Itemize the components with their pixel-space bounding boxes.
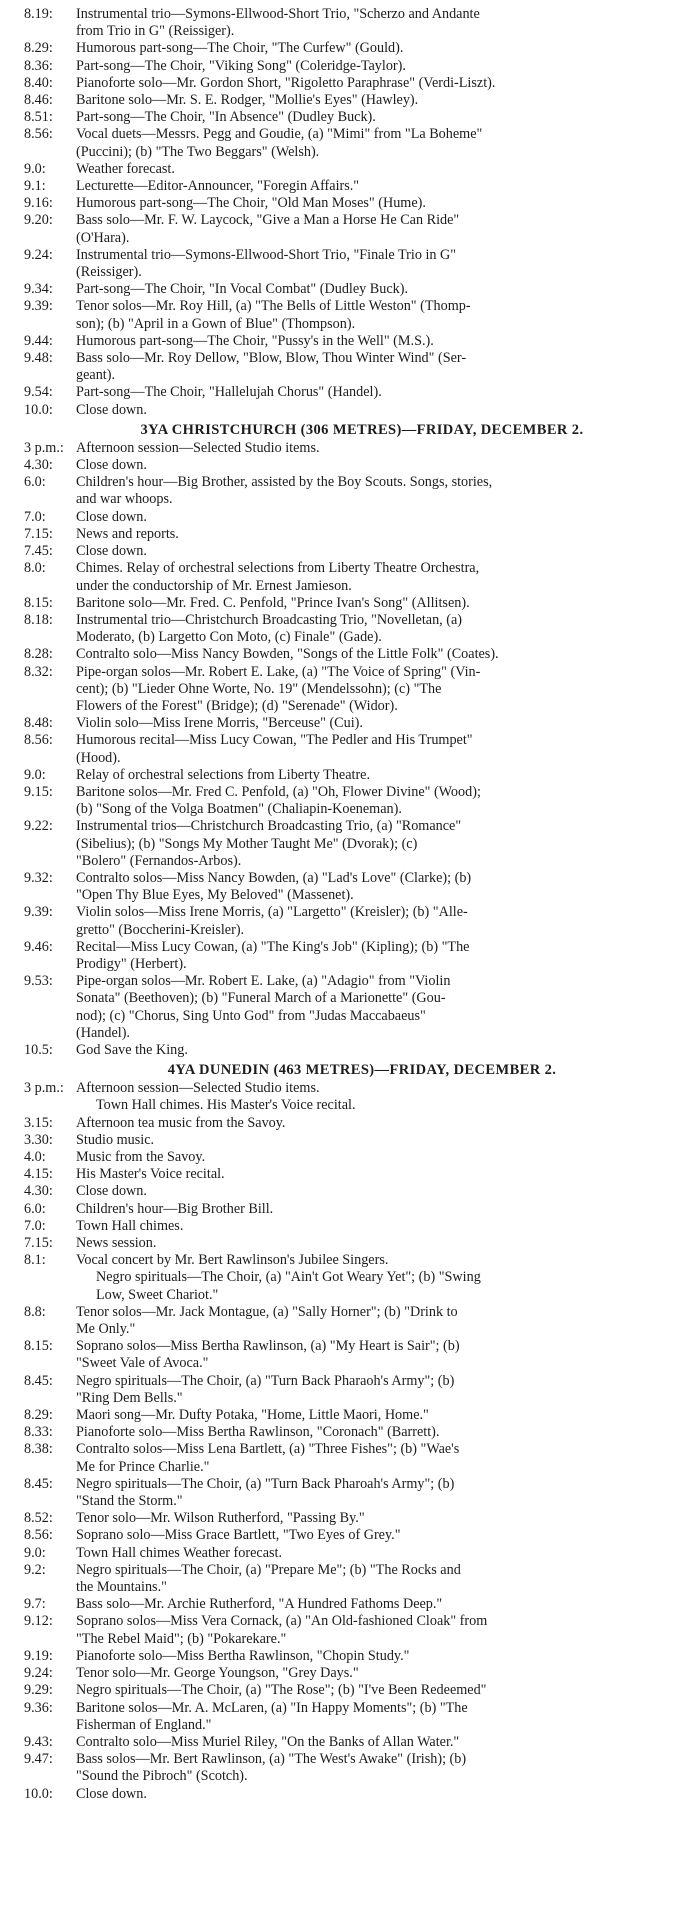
programme-time: 8.45: [24, 1372, 53, 1389]
programme-time: 9.54: [24, 384, 53, 401]
programme-time: 8.51: [24, 109, 53, 126]
programme-text: Baritone solo—Mr. S. E. Rodger, "Mollie's Eyes" (Hawley). [76, 92, 419, 109]
programme-item [24, 1338, 700, 1372]
programme-time: 9.16: [24, 195, 53, 212]
programme-item [24, 281, 700, 298]
programme-time: 10.5: [24, 1041, 53, 1058]
programme-item [24, 1166, 700, 1183]
programme-item [24, 1476, 700, 1510]
programme-text: Town Hall chimes. [76, 1217, 184, 1234]
programme-time: 8.56: [24, 126, 53, 143]
programme-time: 9.0: [24, 1544, 46, 1561]
programme-item [24, 1132, 700, 1149]
programme-item [24, 6, 700, 40]
programme-item [24, 1648, 700, 1665]
programme-text: Contralto solos—Miss Nancy Bowden, (a) "Lad's Love" (Clarke); (b) "Open Thy Blue Eyes, My Beloved" (Massenet). [76, 869, 472, 904]
programme-time: 9.0: [24, 766, 46, 783]
programme-item [24, 560, 700, 594]
programme-item [24, 402, 700, 419]
programme-item [24, 939, 700, 973]
programme-text: Music from the Savoy. [76, 1149, 206, 1165]
programme-text: Maori song—Mr. Dufty Potaka, "Home, Little Maori, Home." [76, 1407, 429, 1424]
programme-time: 9.39: [24, 904, 53, 921]
programme-time: 9.24: [24, 246, 53, 263]
programme-time: 8.1: [24, 1252, 46, 1269]
programme-text: Negro spirituals—The Choir, (a) "Turn Back Pharaoh's Army"; (b) "Ring Dem Bells." [76, 1372, 455, 1406]
programme-time: 6.0: [24, 1200, 46, 1217]
programme-text: Afternoon session—Selected Studio items. [76, 439, 320, 456]
programme-item [24, 333, 700, 350]
programme-item [24, 384, 700, 401]
programme-text: Tenor solos—Mr. Jack Montague, (a) "Sally Horner"; (b) "Drink to Me Only." [76, 1303, 458, 1338]
programme-item [24, 1751, 700, 1785]
programme-time: 7.15: [24, 1235, 53, 1252]
programme-text: Violin solo—Miss Irene Morris, "Berceuse" (Cui). [76, 715, 363, 732]
programme-text: Contralto solos—Miss Lena Bartlett, (a) "Three Fishes"; (b) "Wae's Me for Prince Charlie." [76, 1441, 460, 1475]
programme-time: 8.48: [24, 715, 53, 732]
programme-text: Children's hour—Big Brother Bill. [76, 1200, 274, 1217]
programme-text: Chimes. Relay of orchestral selections from Liberty Theatre Orchestra, under the conductorship of Mr. Ernest Jamieson. [76, 560, 480, 594]
programme-text: Contralto solo—Miss Nancy Bowden, "Songs of the Little Folk" (Coates). [76, 646, 499, 663]
programme-text: Close down. [76, 1183, 147, 1200]
programme-time: 9.48: [24, 350, 53, 367]
programme-item [24, 212, 700, 246]
programme-text: Close down. [76, 1785, 147, 1802]
programme-text: Negro spirituals—The Choir, (a) "Turn Back Pharoah's Army"; (b) "Stand the Storm." [76, 1475, 455, 1510]
programme-text: Instrumental trio—Christchurch Broadcasting Trio, "Novelletan, (a) Moderato, (b) Largetto Con Moto, (c) Finale" (Gade). [76, 611, 463, 646]
programme-text: Bass solo—Mr. Roy Dellow, "Blow, Blow, Thou Winter Wind" (Ser- geant). [76, 350, 467, 384]
programme-time: 8.40: [24, 74, 53, 91]
programme-text: Close down. [76, 401, 147, 418]
programme-time: 9.39: [24, 298, 53, 315]
programme-item [24, 1665, 700, 1682]
programme-text: Vocal concert by Mr. Bert Rawlinson's Jubilee Singers. [76, 1252, 389, 1269]
programme-time: 9.36: [24, 1699, 53, 1716]
programme-text: Weather forecast. [76, 160, 175, 177]
programme-time: 9.20: [24, 212, 53, 229]
programme-item [24, 75, 700, 92]
programme-item [24, 1218, 700, 1235]
programme-text: Tenor solo—Mr. George Youngson, "Grey Days." [76, 1665, 359, 1682]
programme-text: Negro spirituals—The Choir, (a) "The Rose"; (b) "I've Been Redeemed" [76, 1682, 487, 1699]
programme-item [24, 1201, 700, 1218]
programme-text: Town Hall chimes Weather forecast. [76, 1544, 283, 1561]
programme-time: 3 p.m.: [24, 439, 64, 456]
programme-time: 9.19: [24, 1647, 53, 1664]
programme-item [24, 526, 700, 543]
programme-text: Soprano solos—Miss Bertha Rawlinson, (a) "My Heart is Sair"; (b) "Sweet Vale of Avoca." [76, 1338, 460, 1372]
programme-item [24, 543, 700, 560]
programme-item [24, 1304, 700, 1338]
section-3ya-christchurch [24, 440, 700, 1059]
programme-time: 3.15: [24, 1114, 53, 1131]
programme-text: Close down. [76, 543, 147, 560]
programme-text: Studio music. [76, 1131, 155, 1148]
programme-text: Baritone solo—Mr. Fred. C. Penfold, "Prince Ivan's Song" (Allitsen). [76, 594, 470, 611]
programme-text: Part-song—The Choir, "In Vocal Combat" (Dudley Buck). [76, 281, 409, 298]
programme-item [24, 509, 700, 526]
section-2ya-continued [24, 6, 700, 419]
programme-item [24, 1097, 700, 1114]
programme-item [24, 247, 700, 281]
programme-text: Pianoforte solo—Mr. Gordon Short, "Rigoletto Paraphrase" (Verdi-Liszt). [76, 74, 496, 91]
programme-text: God Save the King. [76, 1041, 188, 1058]
programme-item [24, 457, 700, 474]
programme-item [24, 109, 700, 126]
programme-time: 9.46: [24, 938, 53, 955]
programme-item [24, 1786, 700, 1803]
programme-item [24, 40, 700, 57]
programme-time: 8.8: [24, 1303, 46, 1320]
programme-time: 3.30: [24, 1131, 53, 1148]
programme-time: 9.12: [24, 1613, 53, 1630]
programme-time: 7.15: [24, 525, 53, 542]
programme-time: 9.0: [24, 160, 46, 177]
programme-time: 9.1: [24, 178, 46, 195]
programme-text: Relay of orchestral selections from Liberty Theatre. [76, 766, 371, 783]
programme-item [24, 1115, 700, 1132]
programme-item [24, 646, 700, 663]
programme-text: Contralto solo—Miss Muriel Riley, "On the Banks of Allan Water." [76, 1733, 460, 1750]
programme-time: 8.52: [24, 1510, 53, 1527]
programme-item [24, 1373, 700, 1407]
programme-item [24, 1269, 700, 1303]
programme-time: 8.33: [24, 1424, 53, 1441]
programme-time: 4.15: [24, 1166, 53, 1183]
programme-time: 9.29: [24, 1682, 53, 1699]
programme-item [24, 1545, 700, 1562]
programme-item [24, 195, 700, 212]
programme-text: Violin solos—Miss Irene Morris, (a) "Largetto" (Kreisler); (b) "Alle- gretto" (Boccherini-Kreisler). [76, 904, 468, 938]
programme-text: News session. [76, 1235, 157, 1252]
programme-time: 8.29: [24, 1407, 53, 1424]
programme-item [24, 664, 700, 716]
programme-item [24, 904, 700, 938]
programme-item [24, 1613, 700, 1647]
programme-time: 9.32: [24, 869, 53, 886]
programme-item [24, 1149, 700, 1166]
programme-item [24, 1734, 700, 1751]
programme-time: 8.38: [24, 1441, 53, 1458]
programme-text: Tenor solos—Mr. Roy Hill, (a) "The Bells of Little Weston" (Thomp- son); (b) "April in a Gown of Blue" (Thompson). [76, 298, 471, 332]
programme-item [24, 1042, 700, 1059]
programme-text: Soprano solos—Miss Vera Cornack, (a) "An Old-fashioned Cloak" from "The Rebel Maid"; (b) "Pokarekare." [76, 1613, 488, 1647]
programme-item [24, 474, 700, 508]
programme-text: Pianoforte solo—Miss Bertha Rawlinson, "Chopin Study." [76, 1647, 410, 1664]
programme-time: 9.2: [24, 1561, 46, 1578]
programme-time: 9.7: [24, 1596, 46, 1613]
programme-time: 8.32: [24, 663, 53, 680]
programme-text: Close down. [76, 508, 147, 525]
programme-time: 8.56: [24, 1527, 53, 1544]
programme-item [24, 1407, 700, 1424]
programme-item [24, 612, 700, 646]
programme-item [24, 870, 700, 904]
programme-time: 7.45: [24, 543, 53, 560]
programme-text: Recital—Miss Lucy Cowan, (a) "The King's Job" (Kipling); (b) "The Prodigy" (Herbert). [76, 938, 470, 972]
programme-item [24, 1080, 700, 1097]
programme-text: Instrumental trio—Symons-Ellwood-Short Trio, "Scherzo and Andante from Trio in G" (Reissiger). [76, 6, 480, 40]
programme-text: Instrumental trios—Christchurch Broadcasting Trio, (a) "Romance" (Sibelius); (b) "Songs My Mother Taught Me" (Dvorak); (c) "Bolero" (Fernandos-Arbos). [76, 818, 462, 869]
programme-time: 10.0: [24, 1785, 53, 1802]
programme-text: Baritone solos—Mr. A. McLaren, (a) "In Happy Moments"; (b) "The Fisherman of England." [76, 1699, 468, 1733]
programme-text: Town Hall chimes. His Master's Voice recital. [96, 1097, 356, 1114]
programme-item [24, 1235, 700, 1252]
programme-item [24, 767, 700, 784]
programme-item [24, 784, 700, 818]
programme-item [24, 715, 700, 732]
programme-time: 8.56: [24, 732, 53, 749]
programme-time: 8.0: [24, 560, 46, 577]
programme-text: News and reports. [76, 525, 179, 542]
programme-text: Afternoon tea music from the Savoy. [76, 1114, 286, 1131]
programme-time: 8.45: [24, 1475, 53, 1492]
programme-text: Bass solo—Mr. Archie Rutherford, "A Hundred Fathoms Deep." [76, 1596, 443, 1613]
programme-text: Pipe-organ solos—Mr. Robert E. Lake, (a) "Adagio" from "Violin Sonata" (Beethoven); (b) "Funeral March of a Marionette" (Gou- nod); (c) "Chorus, Sing Unto God" from "Judas Maccabaeus" (Handel). [76, 973, 451, 1041]
programme-time [24, 1269, 76, 1303]
programme-time: 8.28: [24, 646, 53, 663]
programme-text: Negro spirituals—The Choir, (a) "Ain't Got Weary Yet"; (b) "Swing Low, Sweet Chariot." [96, 1269, 481, 1303]
programme-time: 8.18: [24, 611, 53, 628]
programme-item [24, 1441, 700, 1475]
programme-text: Humorous recital—Miss Lucy Cowan, "The Pedler and His Trumpet" (Hood). [76, 732, 473, 766]
programme-time: 8.15: [24, 1338, 53, 1355]
programme-item [24, 126, 700, 160]
programme-time: 7.0: [24, 508, 46, 525]
programme-item [24, 298, 700, 332]
programme-text: Humorous part-song—The Choir, "The Curfew" (Gould). [76, 40, 404, 57]
programme-item [24, 1510, 700, 1527]
programme-text: Lecturette—Editor-Announcer, "Foregin Affairs." [76, 178, 360, 195]
programme-item [24, 440, 700, 457]
programme-text: Bass solos—Mr. Bert Rawlinson, (a) "The West's Awake" (Irish); (b) "Sound the Pibroch" (Scotch). [76, 1751, 467, 1785]
programme-item [24, 818, 700, 870]
programme-text: Part-song—The Choir, "Viking Song" (Coleridge-Taylor). [76, 57, 406, 74]
programme-text: Humorous part-song—The Choir, "Pussy's in the Well" (M.S.). [76, 332, 434, 349]
programme-time: 9.47: [24, 1751, 53, 1768]
programme-time: 9.34: [24, 281, 53, 298]
programme-item [24, 161, 700, 178]
section-4ya-dunedin [24, 1080, 700, 1803]
programme-item [24, 92, 700, 109]
programme-item [24, 595, 700, 612]
programme-time: 9.24: [24, 1665, 53, 1682]
programme-item [24, 350, 700, 384]
programme-text: Tenor solo—Mr. Wilson Rutherford, "Passing By." [76, 1510, 365, 1527]
programme-item [24, 1183, 700, 1200]
programme-time: 9.53: [24, 973, 53, 990]
programme-item [24, 732, 700, 766]
programme-item [24, 1527, 700, 1544]
section-heading-4ya-dunedin: 4YA DUNEDIN (463 METRES)—FRIDAY, DECEMBER 2. [167, 1062, 557, 1079]
programme-time: 10.0: [24, 401, 53, 418]
programme-text: His Master's Voice recital. [76, 1166, 225, 1183]
programme-item [24, 1682, 700, 1699]
programme-time: 8.19: [24, 6, 53, 22]
programme-item [24, 58, 700, 75]
programme-text: Close down. [76, 457, 147, 474]
programme-item [24, 1596, 700, 1613]
programme-text: Baritone solos—Mr. Fred C. Penfold, (a) "Oh, Flower Divine" (Wood); (b) "Song of the Volga Boatmen" (Chaliapin-Koeneman). [76, 783, 481, 818]
programme-time: 8.36: [24, 57, 53, 74]
programme-text: Bass solo—Mr. F. W. Laycock, "Give a Man a Horse He Can Ride" (O'Hara). [76, 212, 460, 246]
programme-time: 9.22: [24, 818, 53, 835]
programme-time: 9.15: [24, 783, 53, 800]
programme-time: 8.46: [24, 92, 53, 109]
programme-text: Pipe-organ solos—Mr. Robert E. Lake, (a) "The Voice of Spring" (Vin- cent); (b) "Lieder Ohne Worte, No. 19" (Mendelssohn); (c) "The Flowers of the Forest" (Bridge); (d) "Serenade" (Widor). [76, 663, 481, 714]
programme-text: Negro spirituals—The Choir, (a) "Prepare Me"; (b) "The Rocks and the Mountains." [76, 1561, 461, 1596]
programme-time: 4.30: [24, 457, 53, 474]
programme-time: 7.0: [24, 1217, 46, 1234]
programme-text: Soprano solo—Miss Grace Bartlett, "Two Eyes of Grey." [76, 1527, 401, 1544]
programme-item [24, 1252, 700, 1269]
programme-time: 8.15: [24, 594, 53, 611]
programme-time [24, 1097, 76, 1114]
programme-text: Part-song—The Choir, "Hallelujah Chorus" (Handel). [76, 384, 382, 401]
programme-time: 4.0: [24, 1149, 46, 1165]
programme-text: Instrumental trio—Symons-Ellwood-Short Trio, "Finale Trio in G" (Reissiger). [76, 246, 457, 281]
programme-time: 8.29: [24, 40, 53, 57]
programme-time: 4.30: [24, 1183, 53, 1200]
programme-text: Humorous part-song—The Choir, "Old Man Moses" (Hume). [76, 195, 426, 212]
programme-item [24, 973, 700, 1042]
programme-item [24, 1424, 700, 1441]
section-heading-3ya-christchurch: 3YA CHRISTCHURCH (306 METRES)—FRIDAY, DECEMBER 2. [140, 421, 584, 438]
programme-time: 9.44: [24, 332, 53, 349]
programme-item [24, 1562, 700, 1596]
programme-text: Children's hour—Big Brother, assisted by the Boy Scouts. Songs, stories, and war whoops. [76, 474, 493, 508]
programme-text: Pianoforte solo—Miss Bertha Rawlinson, "Coronach" (Barrett). [76, 1424, 440, 1441]
programme-time: 9.43: [24, 1733, 53, 1750]
programme-column [24, 6, 700, 1803]
programme-time: 6.0: [24, 474, 46, 491]
programme-time: 3 p.m.: [24, 1080, 64, 1097]
programme-text: Afternoon session—Selected Studio items. [76, 1080, 320, 1097]
programme-item [24, 178, 700, 195]
programme-text: Vocal duets—Messrs. Pegg and Goudie, (a) "Mimi" from "La Boheme" (Puccini); (b) "The Two Beggars" (Welsh). [76, 126, 483, 160]
programme-item [24, 1700, 700, 1734]
programme-text: Part-song—The Choir, "In Absence" (Dudley Buck). [76, 109, 376, 126]
